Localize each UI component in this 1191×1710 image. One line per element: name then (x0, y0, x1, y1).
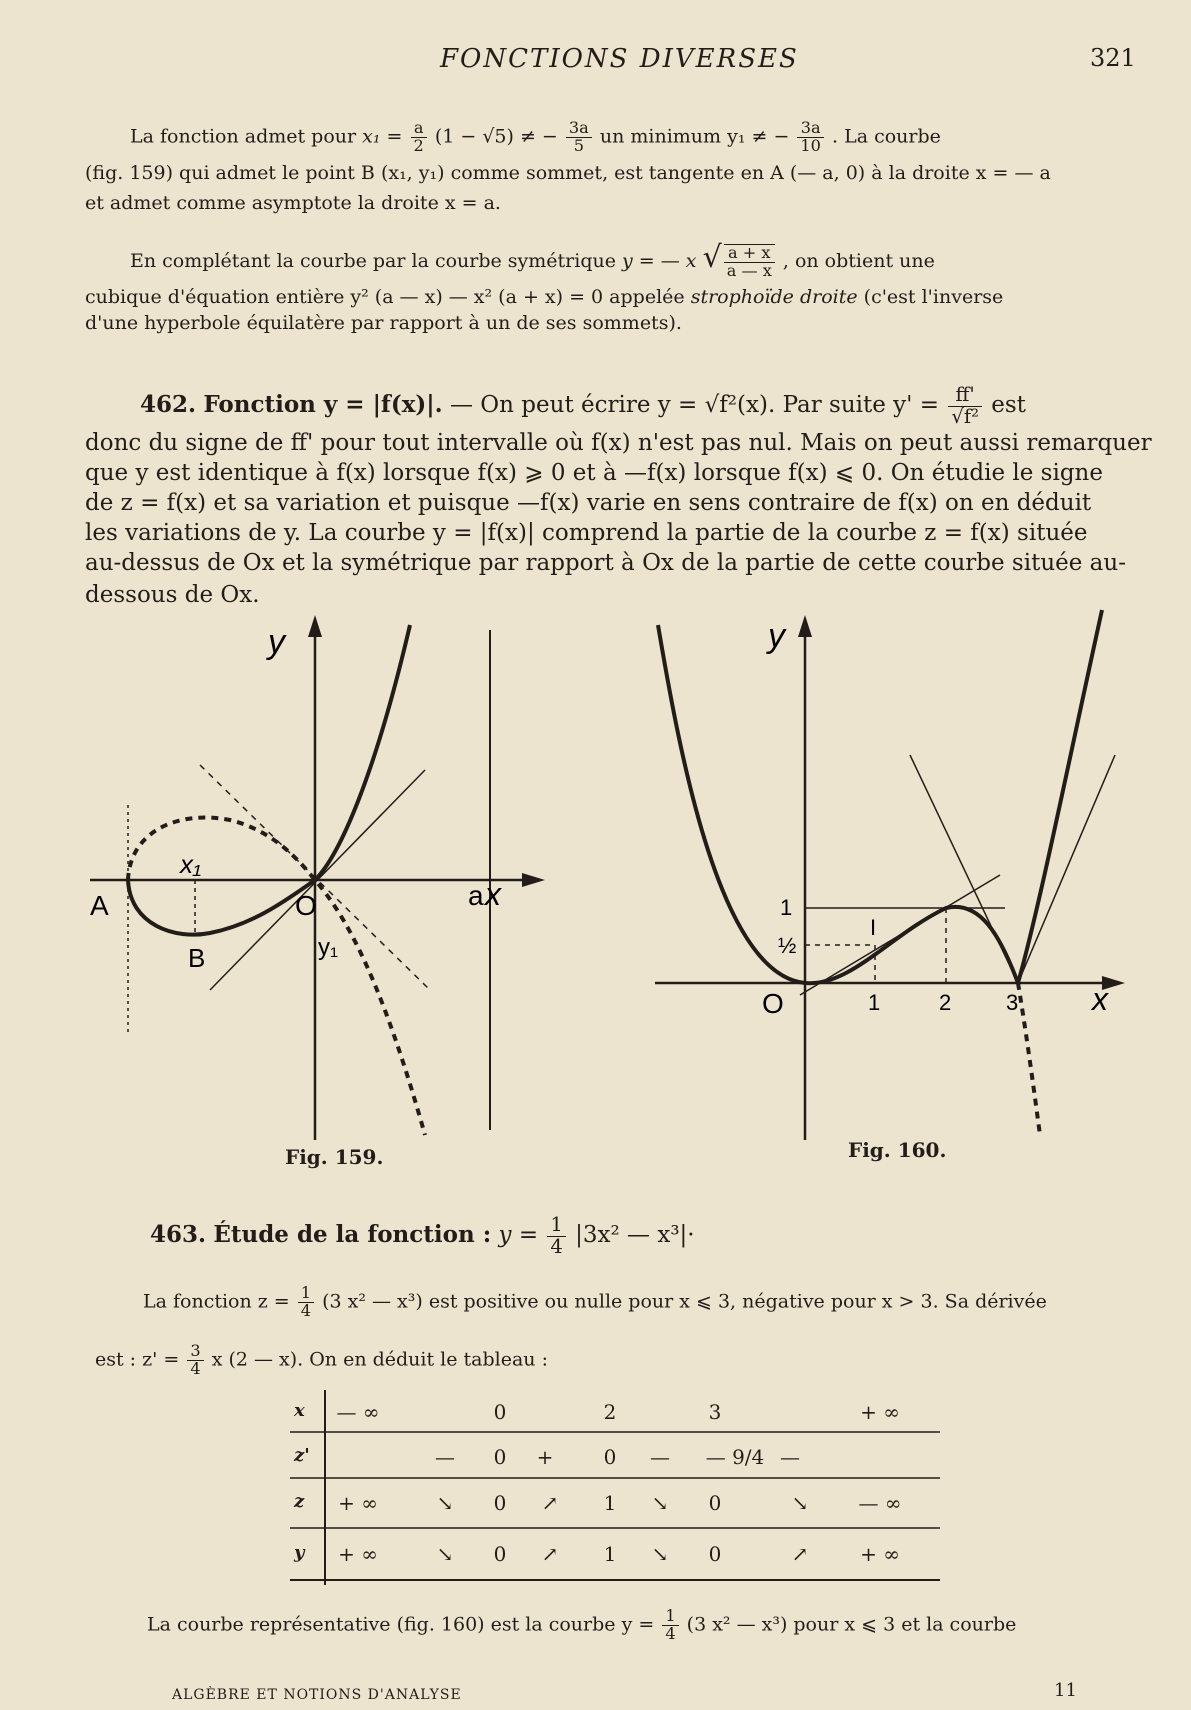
text-span: strophoïde droite (690, 286, 858, 308)
fraction-num: 1 (298, 1285, 314, 1303)
text-span: cubique d'équation entière y² (a — x) — x² (a + x) = 0 appelée (85, 286, 685, 308)
fraction-den: 10 (800, 135, 821, 155)
section-title: Fonction y = |f(x)|. (203, 391, 443, 419)
label-y: y (768, 617, 785, 655)
row-label-z: z (294, 1491, 305, 1512)
text-span: (3 x² — x³) pour x ⩽ 3 et la courbe (686, 1613, 1017, 1636)
zp-cell: 0 (493, 1445, 507, 1469)
z-cell: + ∞ (338, 1491, 378, 1515)
x-plus-inf: + ∞ (860, 1400, 900, 1424)
solid-curve (658, 625, 1018, 983)
fraction-num: a (411, 120, 427, 138)
y-cell: ↘ (436, 1542, 454, 1566)
running-header: FONCTIONS DIVERSES (440, 44, 799, 74)
label-x1: x₁ (180, 849, 202, 879)
y-axis-arrow (798, 615, 812, 637)
text-span: — On peut écrire y = √f²(x). Par suite y' = (450, 392, 940, 419)
label-2x: 2 (939, 990, 952, 1015)
z-cell: ↘ (791, 1491, 809, 1515)
fraction (298, 1285, 314, 1320)
intro-line-6: d'une hyperbole équilatère par rapport à un de ses sommets). (85, 312, 682, 334)
z-cell: ↘ (436, 1491, 454, 1515)
section-463-p1 (143, 1285, 1047, 1320)
fraction-den: 2 (413, 135, 424, 155)
section-462-line-7: dessous de Ox. (85, 582, 260, 608)
fraction-den: √f² (951, 404, 979, 428)
zp-cell: — (435, 1445, 455, 1469)
label-O: O (295, 890, 317, 921)
sqrt-sign: √ (702, 240, 722, 275)
intro-line-4 (130, 240, 935, 280)
fraction-num: 3a (566, 120, 592, 138)
label-y: y (268, 623, 285, 661)
label-1x: 1 (868, 990, 881, 1015)
y-cell: ↗ (541, 1542, 559, 1566)
fraction-den: 4 (550, 1234, 563, 1258)
figure-159 (90, 615, 570, 1145)
section-number: 463. (150, 1221, 207, 1249)
fraction (724, 244, 775, 280)
zp-cell: — (780, 1445, 800, 1469)
tangent-at-I (800, 875, 1000, 995)
y-cell: ↘ (651, 1542, 669, 1566)
intro-line-1 (130, 120, 941, 155)
fraction (797, 120, 824, 155)
intro-line-2: (fig. 159) qui admet le point B (x₁, y₁) comme sommet, est tangente en A (— a, 0) à la droite x = — a (85, 162, 1051, 184)
solid-curve-right (1018, 610, 1102, 983)
fraction-num: 3a (797, 120, 824, 138)
dashed-curve (128, 818, 425, 1136)
closing-line (147, 1608, 1016, 1643)
label-1y: 1 (780, 895, 793, 920)
z-cell: 1 (603, 1491, 617, 1515)
x-minus-inf: — ∞ (336, 1400, 380, 1424)
y-axis-arrow (308, 615, 322, 637)
zp-cell: — (650, 1445, 670, 1469)
fraction (187, 1343, 203, 1378)
text-span: est : z' = (95, 1348, 180, 1371)
fraction (566, 120, 592, 155)
section-462-line-2: donc du signe de ff' pour tout intervalle où f(x) n'est pas nul. Mais on peut aussi remarquer (85, 430, 1152, 456)
signature-number: 11 (1054, 1680, 1077, 1701)
text-span: (c'est l'inverse (863, 286, 1004, 308)
figure-160 (650, 605, 1170, 1145)
fraction-num: ff' (948, 385, 982, 407)
text-span: y = — x (622, 250, 697, 272)
y-cell: + ∞ (860, 1542, 900, 1566)
text-span: y = (498, 1222, 539, 1249)
fraction-den: 4 (300, 1300, 312, 1320)
fraction (948, 385, 982, 427)
section-463-heading (150, 1215, 695, 1257)
intro-line-5 (85, 286, 1003, 308)
intro-line-3: et admet comme asymptote la droite x = a. (85, 192, 501, 214)
fraction-den: 4 (190, 1358, 201, 1378)
section-462-line-1 (140, 385, 1026, 427)
fraction-den: a — x (726, 261, 772, 280)
label-3x: 3 (1006, 990, 1019, 1015)
text-span: . La courbe (832, 125, 941, 148)
text-span: (1 − √5) ≠ − (434, 125, 558, 148)
text-span: , on obtient une (782, 250, 935, 272)
x-0: 0 (493, 1400, 507, 1424)
figure-160-caption: Fig. 160. (848, 1138, 947, 1162)
z-cell: 0 (493, 1491, 507, 1515)
x-3: 3 (708, 1400, 722, 1424)
fraction (547, 1215, 565, 1257)
row-label-zprime: z' (294, 1445, 310, 1466)
label-x: x (485, 876, 501, 912)
fraction-num: 1 (662, 1608, 678, 1626)
label-half: ½ (778, 933, 797, 958)
text-span: x₁ = (362, 125, 403, 148)
label-O: O (762, 988, 784, 1019)
text-span: (3 x² — x³) est positive ou nulle pour x ⩽ 3, négative pour x > 3. Sa dérivée (322, 1290, 1047, 1313)
fraction-den: 5 (573, 135, 584, 155)
fraction (662, 1608, 678, 1643)
zp-cell: + (536, 1445, 554, 1469)
text-span: La fonction admet pour (130, 125, 357, 148)
y-cell: 0 (708, 1542, 722, 1566)
fraction-den: 4 (665, 1623, 676, 1643)
y-cell: ↗ (791, 1542, 809, 1566)
text-span: x (2 — x). On en déduit le tableau : (211, 1348, 548, 1371)
dashed-curve (1018, 983, 1040, 1135)
zp-cell: 0 (603, 1445, 617, 1469)
text-span: La courbe représentative (fig. 160) est la courbe y = (147, 1613, 655, 1636)
label-I: I (870, 915, 877, 940)
text-span: est (991, 392, 1026, 419)
variation-table (290, 1390, 940, 1585)
z-cell: — ∞ (858, 1491, 902, 1515)
section-463-p2 (95, 1343, 548, 1378)
book-title-footer: ALGÈBRE ET NOTIONS D'ANALYSE (172, 1687, 462, 1703)
label-y1: y₁ (318, 934, 339, 961)
text-span: En complétant la courbe par la courbe symétrique (130, 250, 616, 272)
z-cell: ↘ (651, 1491, 669, 1515)
label-x: x (1092, 981, 1108, 1017)
y-cell: + ∞ (338, 1542, 378, 1566)
label-B: B (188, 943, 206, 973)
figure-159-caption: Fig. 159. (285, 1145, 384, 1169)
fraction-num: 3 (187, 1343, 203, 1361)
section-462-line-6: au-dessus de Ox et la symétrique par rapport à Ox de la partie de cette courbe située au- (85, 550, 1126, 576)
y-cell: 0 (493, 1542, 507, 1566)
z-cell: ↗ (541, 1491, 559, 1515)
label-a: a (468, 880, 484, 911)
zp-cell: — 9/4 (705, 1445, 765, 1469)
text-span: |3x² — x³|· (575, 1222, 695, 1249)
tangent-right-3 (1018, 755, 1115, 983)
fraction-num: 1 (547, 1215, 565, 1237)
row-label-x: x (294, 1400, 305, 1421)
tangent-left-3 (910, 755, 1018, 983)
y-cell: 1 (603, 1542, 617, 1566)
text-span: un minimum y₁ ≠ − (599, 125, 790, 148)
x-2: 2 (603, 1400, 617, 1424)
solid-curve (128, 625, 410, 935)
page-number: 321 (1090, 44, 1136, 72)
section-number: 462. (140, 391, 197, 419)
section-462-line-3: que y est identique à f(x) lorsque f(x) ⩾ 0 et à —f(x) lorsque f(x) ⩽ 0. On étudie le signe (85, 460, 1103, 486)
section-462-line-5: les variations de y. La courbe y = |f(x)| comprend la partie de la courbe z = f(x) située (85, 520, 1088, 546)
label-A: A (90, 890, 109, 921)
x-axis-arrow (522, 873, 545, 887)
fraction (411, 120, 427, 155)
section-462-line-4: de z = f(x) et sa variation et puisque —f(x) varie en sens contraire de f(x) on en déduit (85, 490, 1092, 516)
fraction-num: a + x (724, 245, 775, 263)
text-span: La fonction z = (143, 1290, 290, 1313)
z-cell: 0 (708, 1491, 722, 1515)
section-title: Étude de la fonction : (213, 1221, 492, 1249)
row-label-y: y (294, 1542, 305, 1563)
